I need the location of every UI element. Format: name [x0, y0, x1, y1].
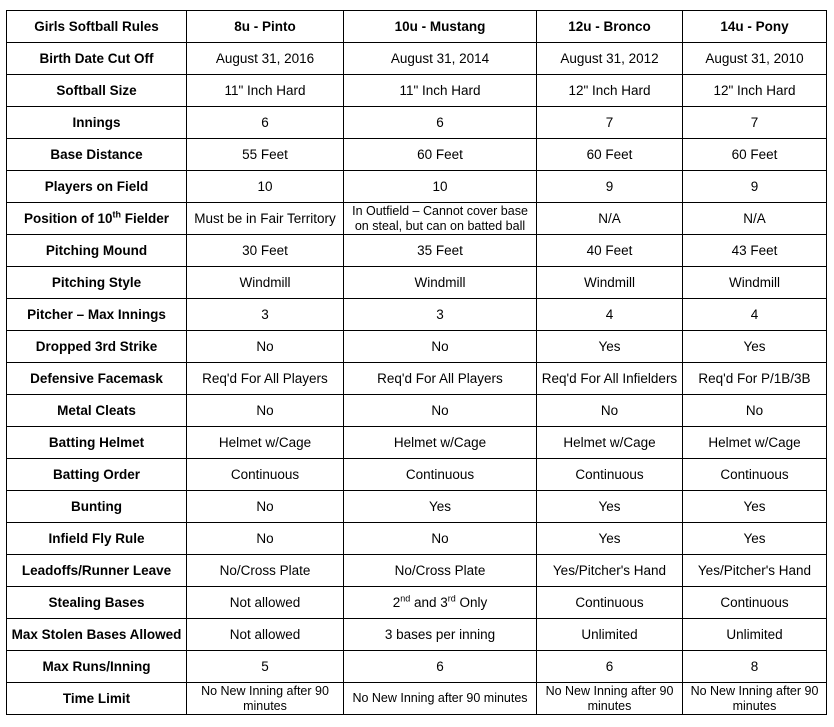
cell-14u: N/A: [683, 203, 827, 235]
cell-12u: Helmet w/Cage: [537, 427, 683, 459]
cell-8u: No: [187, 331, 344, 363]
header-10u: 10u - Mustang: [344, 11, 537, 43]
row-label: Batting Order: [7, 459, 187, 491]
ordinal-2: 2: [392, 595, 401, 610]
row-label: Metal Cleats: [7, 395, 187, 427]
cell-10u: No: [344, 395, 537, 427]
row-label: Batting Helmet: [7, 427, 187, 459]
row-label: Pitching Mound: [7, 235, 187, 267]
cell-8u: August 31, 2016: [187, 43, 344, 75]
table-row: [7, 235, 827, 267]
cell-12u: 7: [537, 107, 683, 139]
cell-14u: Yes/Pitcher's Hand: [683, 555, 827, 587]
row-label: Dropped 3rd Strike: [7, 331, 187, 363]
table-row: [7, 587, 827, 619]
cell-10u: 3 bases per inning: [344, 619, 537, 651]
cell-12u: 40 Feet: [537, 235, 683, 267]
row-label: Pitcher – Max Innings: [7, 299, 187, 331]
cell-10u: [344, 587, 537, 619]
table-row: [7, 683, 827, 715]
cell-12u: Continuous: [537, 459, 683, 491]
cell-12u: August 31, 2012: [537, 43, 683, 75]
cell-8u: Not allowed: [187, 619, 344, 651]
cell-14u: Windmill: [683, 267, 827, 299]
cell-12u: Continuous: [537, 587, 683, 619]
table-row: [7, 203, 827, 235]
cell-12u: N/A: [537, 203, 683, 235]
cell-8u: Windmill: [187, 267, 344, 299]
cell-8u: No: [187, 491, 344, 523]
cell-14u: 12" Inch Hard: [683, 75, 827, 107]
row-label: Leadoffs/Runner Leave: [7, 555, 187, 587]
cell-12u: Yes: [537, 523, 683, 555]
cell-10u: No: [344, 523, 537, 555]
row-label: Birth Date Cut Off: [7, 43, 187, 75]
cell-8u: Must be in Fair Territory: [187, 203, 344, 235]
label-text-pre: Position of 10: [23, 211, 113, 226]
cell-10u: Req'd For All Players: [344, 363, 537, 395]
row-label: Base Distance: [7, 139, 187, 171]
softball-rules-table: [6, 10, 827, 715]
header-8u: 8u - Pinto: [187, 11, 344, 43]
cell-12u: Yes/Pitcher's Hand: [537, 555, 683, 587]
cell-10u: 60 Feet: [344, 139, 537, 171]
header-12u: 12u - Bronco: [537, 11, 683, 43]
cell-10u: In Outfield – Cannot cover base on steal, but can on batted ball: [344, 203, 537, 235]
cell-12u: 6: [537, 651, 683, 683]
table-row: [7, 427, 827, 459]
table-row: [7, 619, 827, 651]
cell-10u: 11" Inch Hard: [344, 75, 537, 107]
table-row: [7, 491, 827, 523]
cell-10u: Helmet w/Cage: [344, 427, 537, 459]
cell-8u: 10: [187, 171, 344, 203]
ordinal-3: and 3: [410, 595, 448, 610]
cell-12u: Yes: [537, 491, 683, 523]
cell-14u: 8: [683, 651, 827, 683]
cell-12u: Windmill: [537, 267, 683, 299]
table-row: [7, 171, 827, 203]
row-label: [7, 203, 187, 235]
row-label: Defensive Facemask: [7, 363, 187, 395]
cell-12u: Unlimited: [537, 619, 683, 651]
cell-10u: Windmill: [344, 267, 537, 299]
cell-10u: 6: [344, 651, 537, 683]
cell-14u: 7: [683, 107, 827, 139]
row-label: Players on Field: [7, 171, 187, 203]
table-row: [7, 523, 827, 555]
table-row: [7, 651, 827, 683]
cell-8u: No: [187, 523, 344, 555]
table-row: [7, 363, 827, 395]
row-label: Softball Size: [7, 75, 187, 107]
table-row: [7, 107, 827, 139]
cell-14u: 4: [683, 299, 827, 331]
cell-8u: 3: [187, 299, 344, 331]
cell-8u: Req'd For All Players: [187, 363, 344, 395]
cell-14u: Req'd For P/1B/3B: [683, 363, 827, 395]
cell-12u: Req'd For All Infielders: [537, 363, 683, 395]
cell-10u: No: [344, 331, 537, 363]
cell-8u: Not allowed: [187, 587, 344, 619]
header-14u: 14u - Pony: [683, 11, 827, 43]
cell-14u: Continuous: [683, 459, 827, 491]
table-row: [7, 459, 827, 491]
cell-8u: 5: [187, 651, 344, 683]
table-row: [7, 267, 827, 299]
cell-10u: August 31, 2014: [344, 43, 537, 75]
row-label: Pitching Style: [7, 267, 187, 299]
ordinal-tail: Only: [455, 595, 488, 610]
cell-10u: No/Cross Plate: [344, 555, 537, 587]
row-label: Stealing Bases: [7, 587, 187, 619]
cell-10u: 35 Feet: [344, 235, 537, 267]
cell-8u: No New Inning after 90 minutes: [187, 683, 344, 715]
ordinal-suffix-nd: nd: [400, 593, 411, 604]
table-row: [7, 395, 827, 427]
cell-14u: No New Inning after 90 minutes: [683, 683, 827, 715]
cell-8u: 6: [187, 107, 344, 139]
cell-8u: 55 Feet: [187, 139, 344, 171]
cell-10u: Yes: [344, 491, 537, 523]
label-superscript: th: [112, 209, 121, 220]
row-label: Max Stolen Bases Allowed: [7, 619, 187, 651]
cell-14u: Unlimited: [683, 619, 827, 651]
cell-14u: Continuous: [683, 587, 827, 619]
table-row: [7, 555, 827, 587]
cell-14u: Yes: [683, 491, 827, 523]
cell-10u: 10: [344, 171, 537, 203]
cell-10u: 6: [344, 107, 537, 139]
row-label: Innings: [7, 107, 187, 139]
cell-12u: 9: [537, 171, 683, 203]
cell-14u: No: [683, 395, 827, 427]
cell-14u: 9: [683, 171, 827, 203]
cell-12u: 12" Inch Hard: [537, 75, 683, 107]
cell-14u: Helmet w/Cage: [683, 427, 827, 459]
cell-10u: No New Inning after 90 minutes: [344, 683, 537, 715]
cell-12u: 60 Feet: [537, 139, 683, 171]
table-row: [7, 299, 827, 331]
cell-8u: No: [187, 395, 344, 427]
table-row: [7, 331, 827, 363]
cell-8u: 30 Feet: [187, 235, 344, 267]
cell-12u: Yes: [537, 331, 683, 363]
cell-14u: Yes: [683, 331, 827, 363]
cell-8u: Helmet w/Cage: [187, 427, 344, 459]
cell-12u: No: [537, 395, 683, 427]
header-rules: Girls Softball Rules: [7, 11, 187, 43]
cell-14u: 43 Feet: [683, 235, 827, 267]
row-label: Infield Fly Rule: [7, 523, 187, 555]
row-label: Bunting: [7, 491, 187, 523]
header-row: [7, 11, 827, 43]
cell-10u: Continuous: [344, 459, 537, 491]
row-label: Time Limit: [7, 683, 187, 715]
ordinal-suffix-rd: rd: [447, 593, 456, 604]
cell-14u: Yes: [683, 523, 827, 555]
cell-14u: 60 Feet: [683, 139, 827, 171]
cell-8u: No/Cross Plate: [187, 555, 344, 587]
row-label: Max Runs/Inning: [7, 651, 187, 683]
table-row: [7, 43, 827, 75]
cell-8u: 11" Inch Hard: [187, 75, 344, 107]
cell-10u: 3: [344, 299, 537, 331]
table-row: [7, 75, 827, 107]
cell-12u: 4: [537, 299, 683, 331]
cell-8u: Continuous: [187, 459, 344, 491]
cell-14u: August 31, 2010: [683, 43, 827, 75]
table-row: [7, 139, 827, 171]
label-text-post: Fielder: [121, 211, 170, 226]
cell-12u: No New Inning after 90 minutes: [537, 683, 683, 715]
